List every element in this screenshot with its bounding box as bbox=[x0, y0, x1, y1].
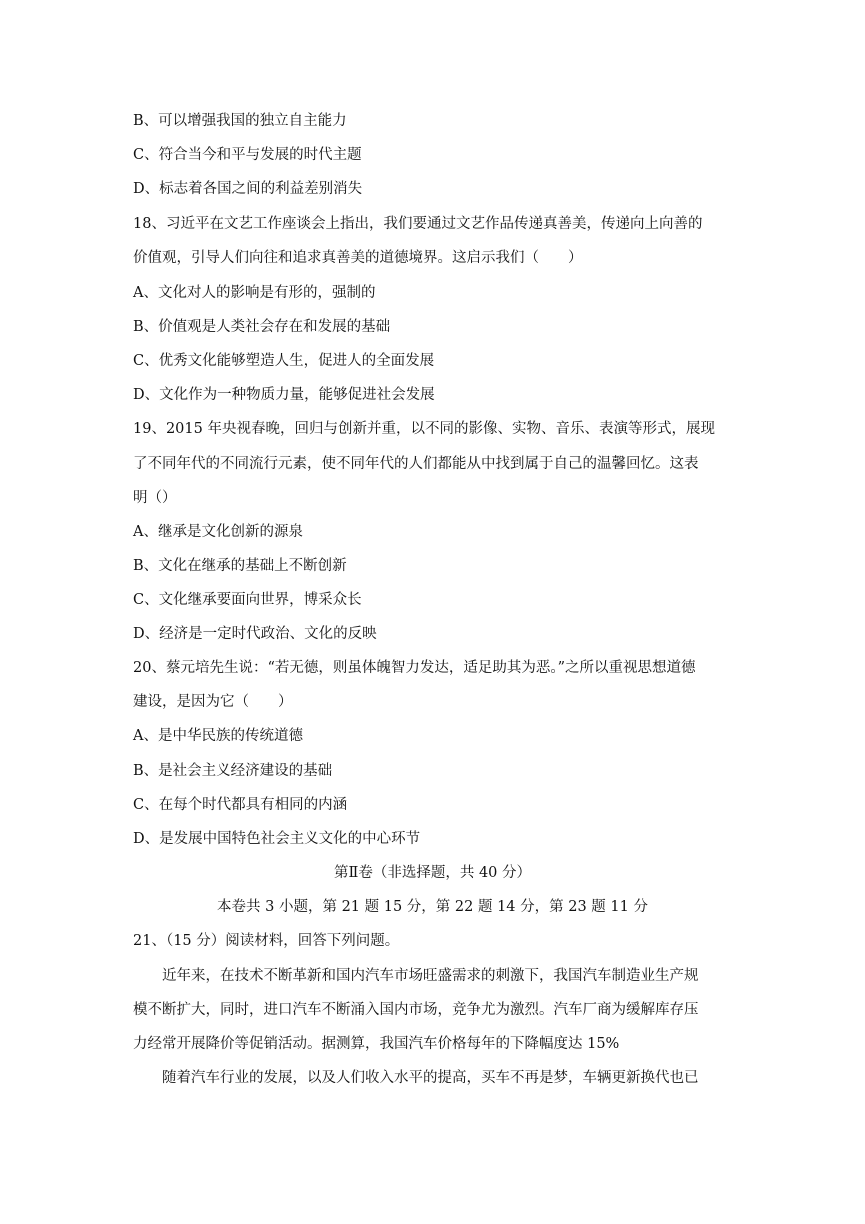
q19-stem-line2: 了不同年代的不同流行元素，使不同年代的人们都能从中找到属于自己的温馨回忆。这表 bbox=[133, 456, 699, 472]
q19-option-c: C、文化继承要面向世界，博采众长 bbox=[133, 592, 362, 608]
q21-para1-line3: 力经常开展降价等促销活动。据测算，我国汽车价格每年的下降幅度达 15% bbox=[133, 1036, 620, 1052]
q20-option-c: C、在每个时代都具有相同的内涵 bbox=[133, 797, 348, 813]
q18-option-d: D、文化作为一种物质力量，能够促进社会发展 bbox=[133, 387, 435, 403]
q19-stem-line3: 明（） bbox=[133, 490, 177, 506]
q18-stem-line2: 价值观，引导人们向往和追求真善美的道德境界。这启示我们（ ） bbox=[133, 250, 583, 266]
q21-para2-line1: 随着汽车行业的发展，以及人们收入水平的提高，买车不再是梦，车辆更新换代也已 bbox=[162, 1070, 699, 1086]
q21-para1-line2: 模不断扩大，同时，进口汽车不断涌入国内市场，竞争尤为激烈。汽车厂商为缓解库存压 bbox=[133, 1002, 699, 1018]
q17-option-b: B、可以增强我国的独立自主能力 bbox=[133, 113, 347, 129]
q18-stem-line1: 18、习近平在文艺工作座谈会上指出，我们要通过文艺作品传递真善美，传递向上向善的 bbox=[133, 216, 703, 232]
q18-option-c: C、优秀文化能够塑造人生，促进人的全面发展 bbox=[133, 353, 435, 369]
part2-title: 第Ⅱ卷（非选择题，共 40 分） bbox=[333, 865, 532, 881]
q20-stem-line1: 20、蔡元培先生说：“若无德，则虽体魄智力发达，适足助其为恶。”之所以重视思想道德 bbox=[133, 660, 696, 676]
q20-option-a: A、是中华民族的传统道德 bbox=[133, 728, 303, 744]
q20-option-b: B、是社会主义经济建设的基础 bbox=[133, 763, 333, 779]
q19-option-d: D、经济是一定时代政治、文化的反映 bbox=[133, 626, 377, 642]
q18-option-a: A、文化对人的影响是有形的，强制的 bbox=[133, 285, 376, 301]
q17-option-d: D、标志着各国之间的利益差别消失 bbox=[133, 181, 363, 197]
q18-option-b: B、价值观是人类社会存在和发展的基础 bbox=[133, 319, 391, 335]
q21-para1-line1: 近年来，在技术不断革新和国内汽车市场旺盛需求的刺激下，我国汽车制造业生产规 bbox=[162, 968, 699, 984]
q19-stem-line1: 19、2015 年央视春晚，回归与创新并重，以不同的影像、实物、音乐、表演等形式，展现 bbox=[133, 421, 715, 437]
q21-stem: 21、（15 分）阅读材料，回答下列问题。 bbox=[133, 933, 400, 949]
part2-subtitle: 本卷共 3 小题，第 21 题 15 分，第 22 题 14 分，第 23 题 11 分 bbox=[217, 899, 648, 915]
q20-option-d: D、是发展中国特色社会主义文化的中心环节 bbox=[133, 831, 421, 847]
q17-option-c: C、符合当今和平与发展的时代主题 bbox=[133, 147, 362, 163]
q20-stem-line2: 建设，是因为它（ ） bbox=[133, 694, 293, 710]
q19-option-a: A、继承是文化创新的源泉 bbox=[133, 524, 303, 540]
q19-option-b: B、文化在继承的基础上不断创新 bbox=[133, 558, 347, 574]
